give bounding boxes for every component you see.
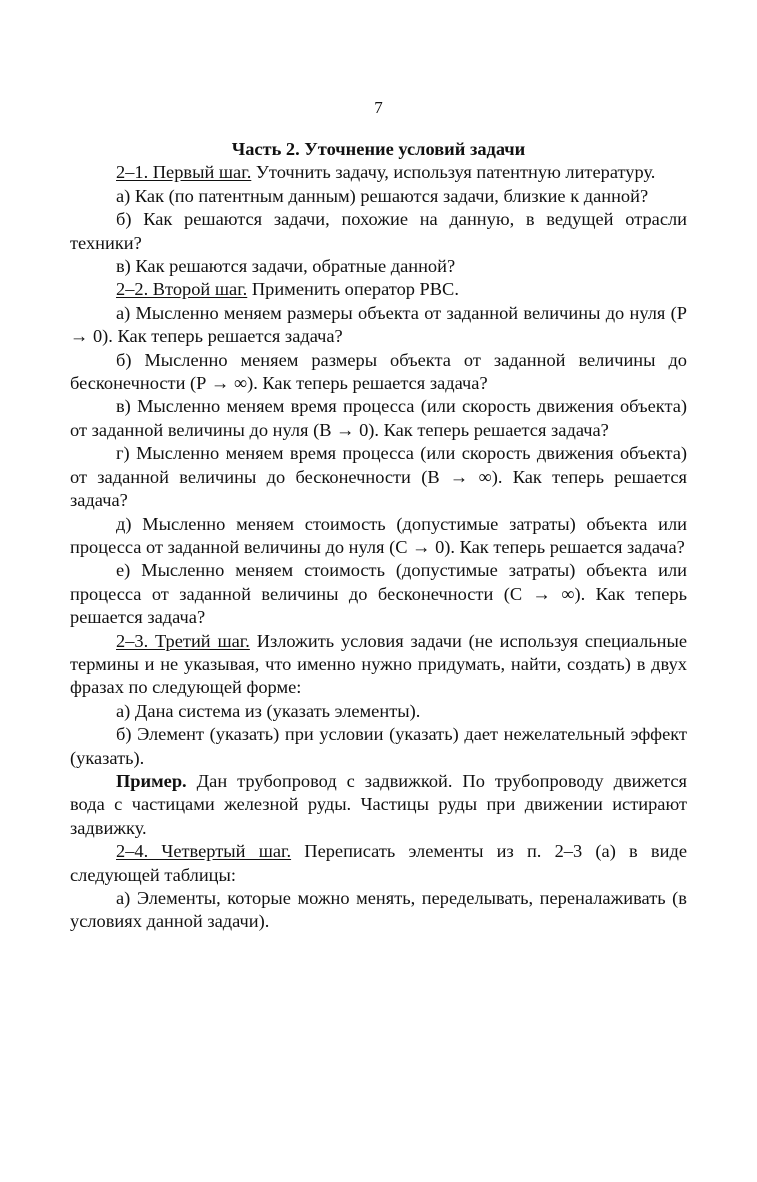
step-1-item-c: в) Как решаются задачи, обратные данной? <box>116 256 456 277</box>
example-label: Пример. <box>116 770 187 791</box>
step-3-text: Изложить условия задачи (не используя специальные термины и не указывая, что именно нужно придумать, найти, создать) в двух фразах по следующей форме: <box>70 630 687 698</box>
step-1-text: Уточнить задачу, используя патентную литературу. <box>251 162 656 183</box>
step-4-paragraph <box>70 840 687 887</box>
step-3-label: 2–3. Третий шаг. <box>116 630 250 651</box>
step-4-label: 2–4. Четвертый шаг. <box>116 841 292 862</box>
step-2-item-d: г) Мысленно меняем время процесса (или скорость движения объекта) от заданной величины до бесконечности (В → ∞). Как теперь решается задача? <box>70 443 687 511</box>
step-3-example <box>70 770 687 840</box>
step-2-text: Применить оператор РВС. <box>247 279 459 300</box>
step-4-item-a: а) Элементы, которые можно менять, переделывать, переналаживать (в условиях данной задачи). <box>70 888 687 932</box>
step-2-item-e: д) Мысленно меняем стоимость (допустимые затраты) объекта или процесса от заданной величины до нуля (С → 0). Как теперь решается задача? <box>70 513 687 557</box>
step-2-item-b: б) Мысленно меняем размеры объекта от заданной величины до бесконечности (Р → ∞). Как теперь решается задача? <box>70 349 687 394</box>
step-1-item-b: б) Как решаются задачи, похожие на данную, в ведущей отрасли техники? <box>70 209 687 253</box>
step-2-label: 2–2. Второй шаг. <box>116 279 248 300</box>
step-2-item-a: а) Мысленно меняем размеры объекта от заданной величины до нуля (Р → 0). Как теперь решается задача? <box>70 302 687 347</box>
step-1-item-a: а) Как (по патентным данным) решаются задачи, близкие к данной? <box>116 185 649 206</box>
step-2-paragraph <box>70 278 687 301</box>
step-3-paragraph <box>70 630 687 700</box>
step-2-item-f: е) Мысленно меняем стоимость (допустимые затраты) объекта или процесса от заданной величины до бесконечности (С → ∞). Как теперь решается задача? <box>70 560 687 628</box>
step-3-item-a: а) Дана система из (указать элементы). <box>116 700 421 721</box>
page-number: 7 <box>374 98 383 117</box>
step-1-paragraph <box>70 161 687 184</box>
step-4-text: Переписать элементы из п. 2–3 (а) в виде следующей таблицы: <box>70 841 687 885</box>
step-3-item-b: б) Элемент (указать) при условии (указать) дает нежелательный эффект (указать). <box>70 724 687 768</box>
example-text: Дан трубопровод с задвижкой. По трубопроводу движется вода с частицами железной руды. Частицы руды при движении истирают задвижку. <box>70 770 687 838</box>
step-2-item-c: в) Мысленно меняем время процесса (или скорость движения объекта) от заданной величины до нуля (В → 0). Как теперь решается задача? <box>70 396 687 440</box>
step-1-label: 2–1. Первый шаг. <box>116 162 252 183</box>
section-heading: Часть 2. Уточнение условий задачи <box>231 139 526 159</box>
page-body <box>70 138 687 934</box>
